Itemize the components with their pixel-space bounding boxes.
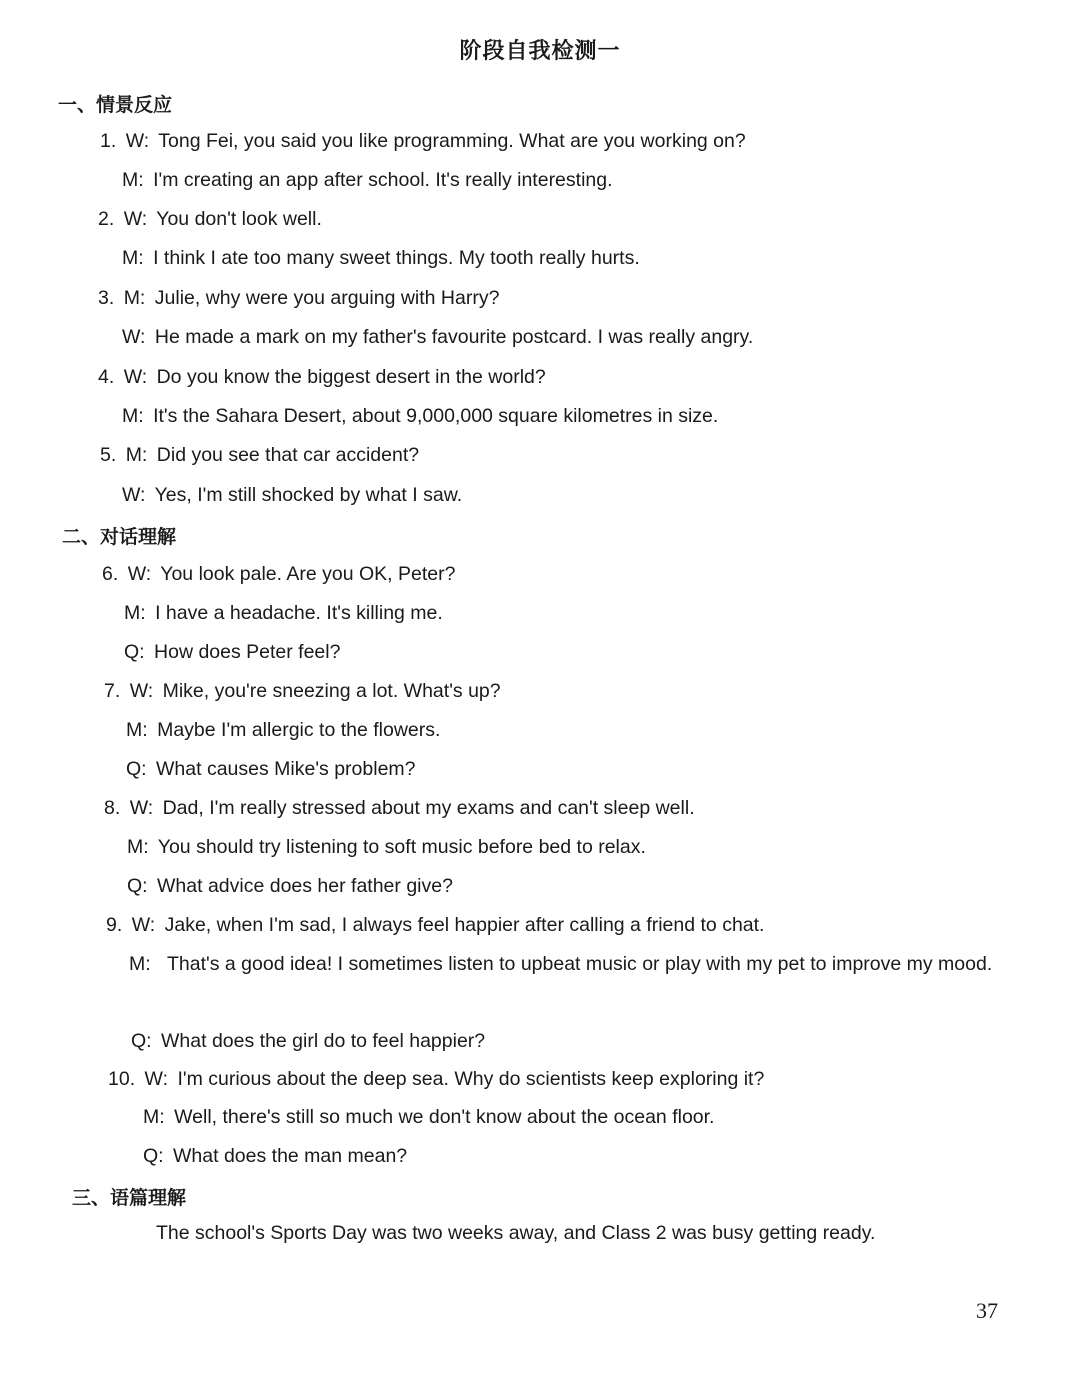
item-number: 2. [98, 208, 115, 230]
page-number: 37 [976, 1298, 998, 1323]
dialogue-line [98, 366, 546, 389]
speaker-label: W: [122, 326, 146, 348]
speaker-label: W: [127, 563, 152, 585]
dialogue-line [100, 130, 746, 153]
speaker-label: M: [122, 405, 144, 427]
item-number: 1. [100, 130, 117, 152]
item-number: 10. [108, 1068, 136, 1090]
line-text: Maybe I'm allergic to the flowers. [157, 719, 441, 741]
passage-text: The school's Sports Day was two weeks away, and Class 2 was busy getting ready. [156, 1222, 876, 1244]
dialogue-line [126, 719, 440, 742]
line-text: It's the Sahara Desert, about 9,000,000 square kilometres in size. [153, 405, 719, 427]
dialogue-line [122, 484, 462, 507]
page-title: 阶段自我检测一 [459, 39, 621, 64]
speaker-label: M: [123, 287, 146, 309]
line-text: Jake, when I'm sad, I always feel happier after calling a friend to chat. [164, 914, 765, 936]
speaker-label: W: [123, 366, 148, 388]
speaker-label: Q: [127, 875, 148, 897]
speaker-label: M: [143, 1106, 165, 1128]
line-text: Mike, you're sneezing a lot. What's up? [162, 680, 501, 702]
dialogue-line [127, 836, 646, 859]
dialogue-line [108, 1068, 764, 1091]
speaker-label: M: [122, 247, 144, 269]
item-number: 4. [98, 366, 115, 388]
speaker-label: M: [122, 169, 144, 191]
line-text: You look pale. Are you OK, Peter? [160, 563, 456, 585]
line-text: What advice does her father give? [157, 875, 453, 897]
line-text: What does the man mean? [173, 1145, 408, 1167]
dialogue-line [122, 169, 613, 192]
speaker-label: M: [127, 836, 149, 858]
item-number: 9. [106, 914, 123, 936]
line-text: I'm curious about the deep sea. Why do scientists keep exploring it? [177, 1068, 765, 1090]
speaker-label: W: [144, 1068, 169, 1090]
line-text: He made a mark on my father's favourite postcard. I was really angry. [154, 326, 754, 348]
section-heading-3: 三、语篇理解 [72, 1187, 187, 1209]
dialogue-line [98, 287, 499, 310]
dialogue-line [98, 208, 322, 231]
dialogue-line [102, 563, 455, 586]
line-text: I think I ate too many sweet things. My tooth really hurts. [153, 247, 640, 269]
dialogue-line [126, 758, 416, 781]
dialogue-line [124, 602, 443, 625]
speaker-label: M: [124, 602, 146, 624]
dialogue-line [122, 326, 753, 349]
item-number: 8. [104, 797, 121, 819]
line-text: What causes Mike's problem? [156, 758, 416, 780]
speaker-label: W: [131, 914, 156, 936]
line-text: Yes, I'm still shocked by what I saw. [154, 484, 463, 506]
dialogue-line [143, 1145, 407, 1168]
speaker-label: W: [129, 680, 154, 702]
dialogue-line [124, 641, 340, 664]
speaker-label: Q: [126, 758, 147, 780]
dialogue-line [127, 875, 453, 898]
line-text: What does the girl do to feel happier? [161, 1030, 486, 1052]
section-heading-1: 一、情景反应 [58, 94, 173, 116]
line-text: Tong Fei, you said you like programming. What are you working on? [158, 130, 746, 152]
line-text: You should try listening to soft music before bed to relax. [157, 836, 646, 858]
item-number: 7. [104, 680, 121, 702]
line-text: Do you know the biggest desert in the world? [156, 366, 546, 388]
speaker-label: M: [129, 953, 151, 975]
speaker-label: M: [126, 719, 148, 741]
speaker-label: M: [125, 444, 148, 466]
speaker-label: Q: [143, 1145, 164, 1167]
dialogue-line [122, 405, 718, 428]
item-number: 3. [98, 287, 115, 309]
item-number: 5. [100, 444, 117, 466]
dialogue-line [100, 444, 419, 467]
speaker-label: Q: [124, 641, 145, 663]
section-heading-2: 二、对话理解 [62, 526, 177, 548]
speaker-label: W: [122, 484, 146, 506]
dialogue-line [143, 1106, 714, 1129]
dialogue-line [106, 914, 764, 937]
line-text: You don't look well. [156, 208, 322, 230]
line-text: How does Peter feel? [154, 641, 341, 663]
speaker-label: W: [123, 208, 148, 230]
speaker-label: Q: [131, 1030, 152, 1052]
speaker-label: W: [125, 130, 150, 152]
line-text: Well, there's still so much we don't know about the ocean floor. [174, 1106, 715, 1128]
line-text: I have a headache. It's killing me. [155, 602, 443, 624]
line-text: That's a good idea! I sometimes listen to upbeat music or play with my pet to improve my mood. [167, 953, 993, 975]
dialogue-line [104, 797, 695, 820]
speaker-label: W: [129, 797, 154, 819]
dialogue-line [104, 680, 501, 703]
dialogue-line [122, 247, 640, 270]
line-text: Dad, I'm really stressed about my exams and can't sleep well. [162, 797, 695, 819]
line-text: I'm creating an app after school. It's really interesting. [153, 169, 613, 191]
line-text: Did you see that car accident? [156, 444, 420, 466]
dialogue-line [131, 1030, 485, 1053]
item-number: 6. [102, 563, 119, 585]
line-text: Julie, why were you arguing with Harry? [154, 287, 500, 309]
